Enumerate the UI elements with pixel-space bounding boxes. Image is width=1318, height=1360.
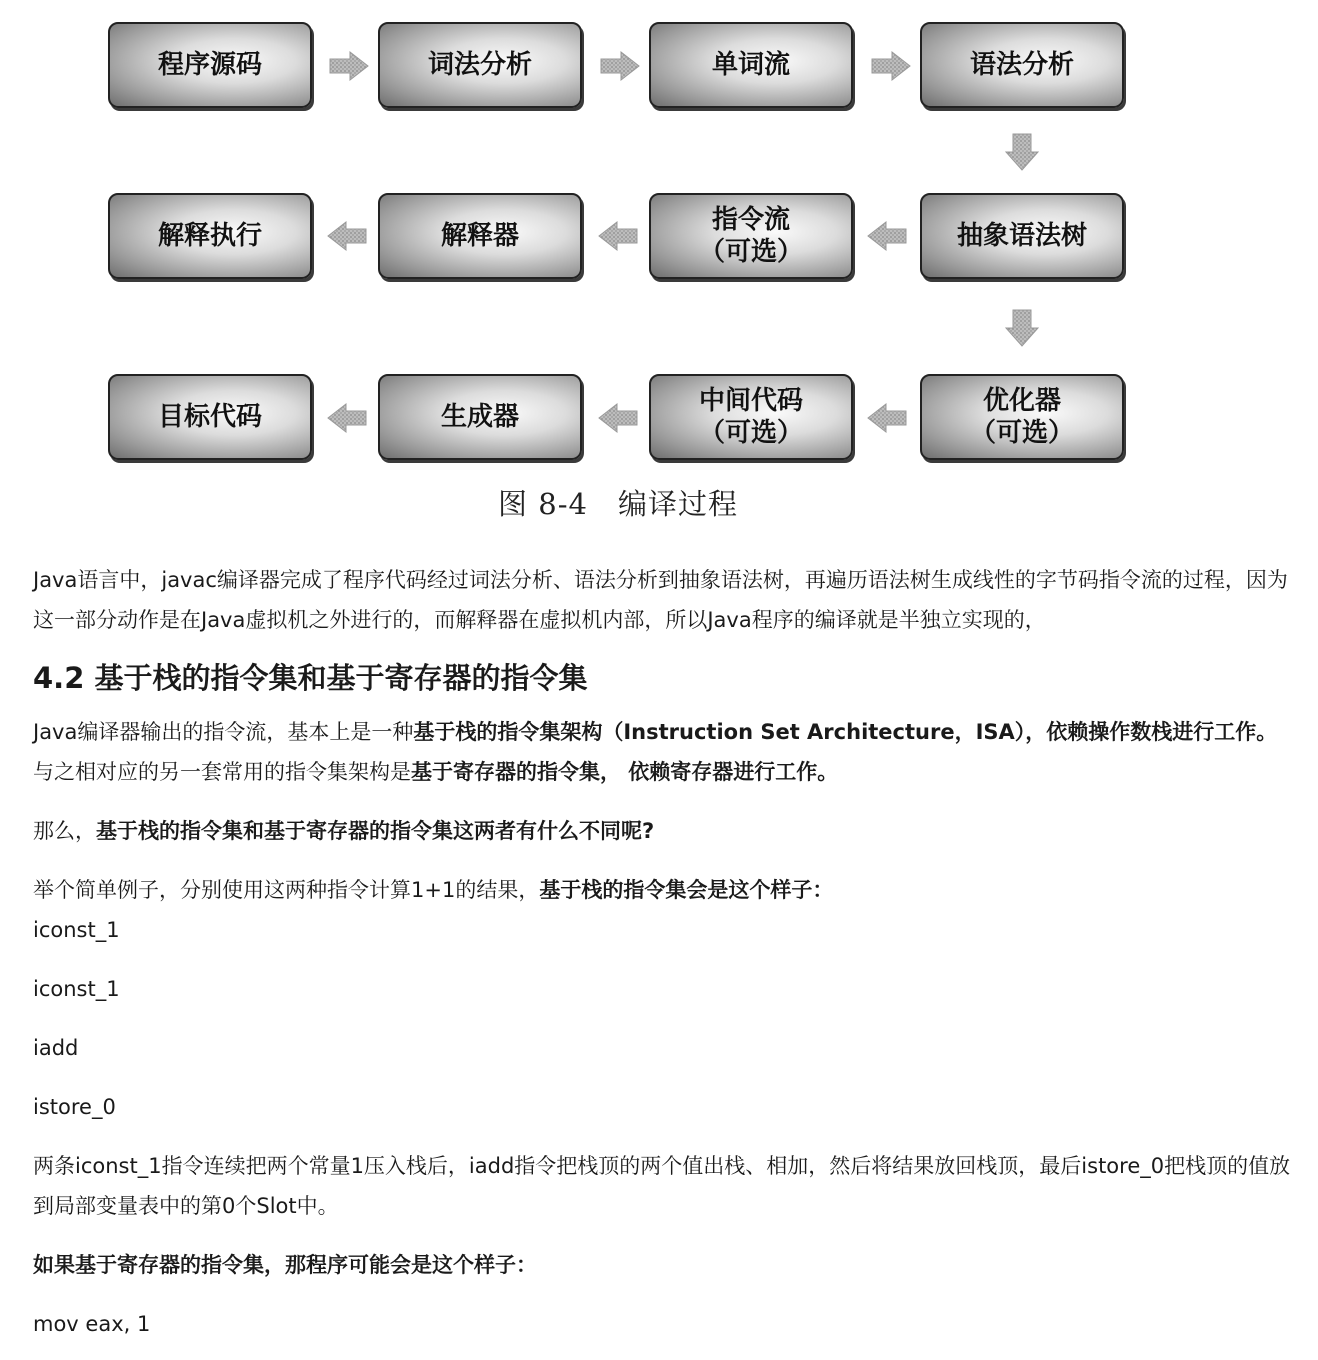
arrow-left-icon <box>866 220 908 252</box>
arrow-left-icon <box>326 220 368 252</box>
figure-caption: 图 8-4 编译过程 <box>498 487 738 521</box>
box-optimizer: 优化器 （可选） <box>920 374 1124 460</box>
arrow-right-icon <box>328 50 370 82</box>
intro-paragraph: Java语言中，javac编译器完成了程序代码经过词法分析、语法分析到抽象语法树，再遍历语法树生成线性的字节码指令流的过程，因为这一部分动作是在Java虚拟机之外进行的，而解释器在虚拟机内部，所以Java程序的编译就是半独立实现的， <box>33 568 1288 632</box>
box-target-code: 目标代码 <box>108 374 312 460</box>
code-line: iconst_1 <box>33 918 120 942</box>
code-line: iconst_1 <box>33 977 120 1001</box>
box-syntax-analysis: 语法分析 <box>920 22 1124 108</box>
box-intermediate-code: 中间代码 （可选） <box>649 374 853 460</box>
box-generator: 生成器 <box>378 374 582 460</box>
article-body <box>33 560 1298 1344</box>
box-interpreter: 解释器 <box>378 193 582 279</box>
box-token-stream: 单词流 <box>649 22 853 108</box>
register-paragraph: 如果基于寄存器的指令集，那程序可能会是这个样子： <box>33 1253 537 1277</box>
arrow-down-icon <box>1004 132 1040 172</box>
box-lexical-analysis: 词法分析 <box>378 22 582 108</box>
box-abstract-syntax-tree: 抽象语法树 <box>920 193 1124 279</box>
box-instruction-stream: 指令流 （可选） <box>649 193 853 279</box>
explanation-paragraph: 两条iconst_1指令连续把两个常量1压入栈后，iadd指令把栈顶的两个值出栈、相加，然后将结果放回栈顶，最后istore_0把栈顶的值放到局部变量表中的第0个Slot中。 <box>33 1154 1291 1218</box>
arrow-right-icon <box>599 50 641 82</box>
compilation-process-figure <box>0 0 1318 530</box>
box-interpret-execute: 解释执行 <box>108 193 312 279</box>
question-paragraph: 那么，基于栈的指令集和基于寄存器的指令集这两者有什么不同呢? <box>33 819 655 843</box>
example-paragraph: 举个简单例子，分别使用这两种指令计算1+1的结果，基于栈的指令集会是这个样子： <box>33 878 834 902</box>
arrow-left-icon <box>597 402 639 434</box>
arrow-left-icon <box>597 220 639 252</box>
box-source-code: 程序源码 <box>108 22 312 108</box>
arrow-right-icon <box>870 50 912 82</box>
isa-paragraph: Java编译器输出的指令流，基本上是一种基于栈的指令集架构（Instruction Set Architecture，ISA），依赖操作数栈进行工作。与之相对应的另一套常用的指令集架构是基于寄存器的指令集， 依赖寄存器进行工作。 <box>33 720 1278 784</box>
arrow-left-icon <box>326 402 368 434</box>
arrow-left-icon <box>866 402 908 434</box>
code-line: istore_0 <box>33 1095 116 1119</box>
code-line: iadd <box>33 1036 79 1060</box>
section-heading: 4.2 基于栈的指令集和基于寄存器的指令集 <box>33 661 588 695</box>
arrow-down-icon <box>1004 308 1040 348</box>
code-line: mov eax, 1 <box>33 1312 151 1336</box>
